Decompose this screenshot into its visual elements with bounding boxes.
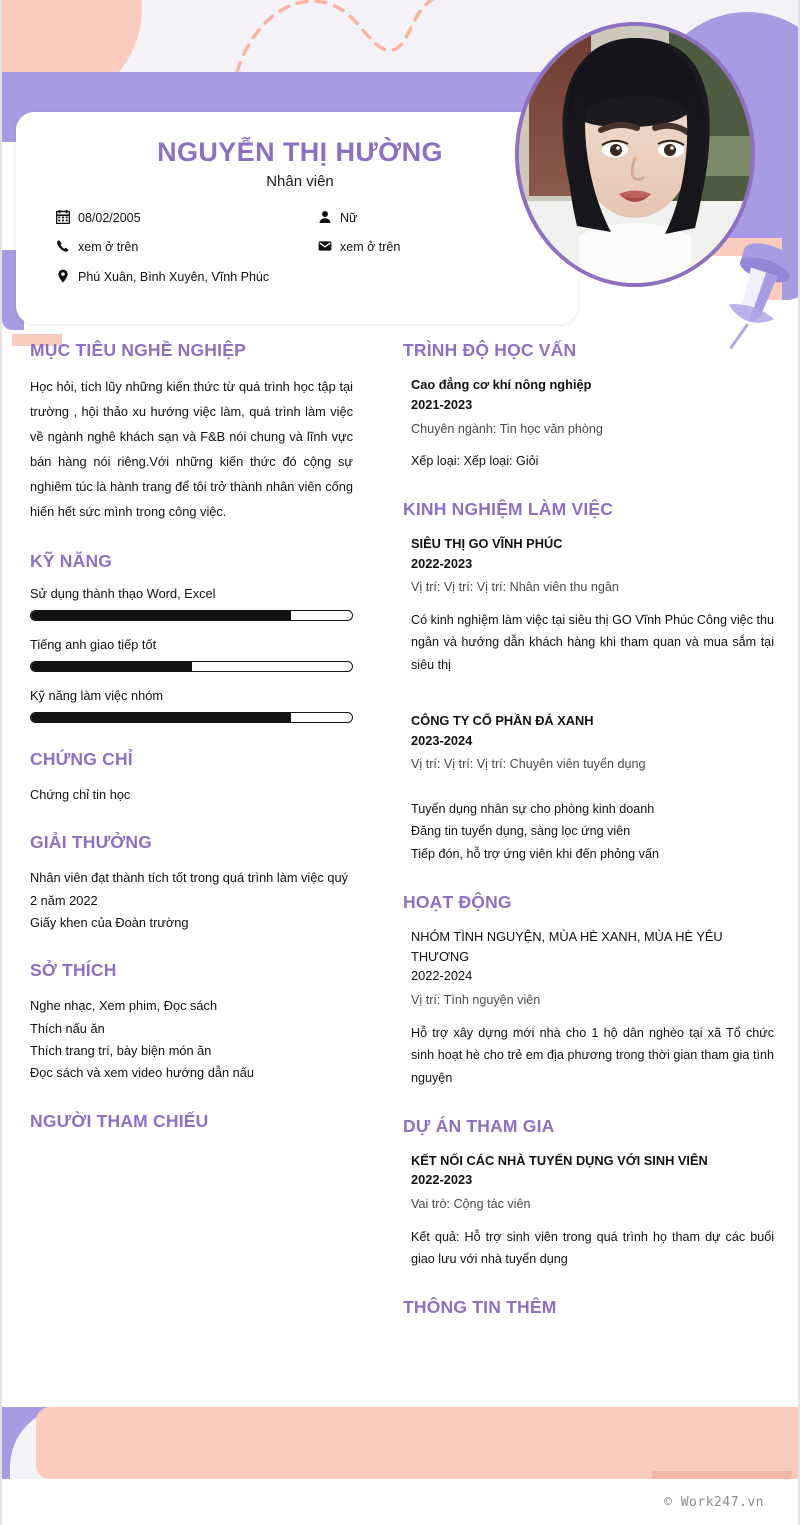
- contact-address: [56, 268, 300, 287]
- avatar: [515, 22, 755, 287]
- copyright-text: © Work247.vn: [664, 1494, 764, 1510]
- experience-description-line: Tiếp đón, hỗ trợ ứng viên khi đến phỏng vấn: [411, 847, 659, 862]
- pushpin-icon: [702, 238, 794, 354]
- project-entry: [403, 1151, 774, 1271]
- experience-date: 2022-2023: [411, 555, 473, 571]
- education-major: Chuyên ngành: Tin học văn phòng: [411, 421, 603, 436]
- contact-column-right: [300, 209, 544, 298]
- hobby-line: Nghe nhạc, Xem phim, Đọc sách: [30, 998, 218, 1014]
- skill-item: [30, 688, 353, 723]
- contact-gender: [318, 209, 544, 228]
- experience-entry: [403, 711, 774, 866]
- education-grade: Xếp loại: Xếp loại: Giỏi: [411, 454, 539, 469]
- phone-value: xem ở trên: [78, 240, 139, 255]
- skill-progress-bar: [30, 610, 353, 621]
- skill-item: [30, 586, 353, 621]
- education-heading: TRÌNH ĐỘ HỌC VẤN: [403, 340, 577, 360]
- skill-progress-fill: [31, 713, 291, 722]
- dashed-wave-decor: [232, 0, 492, 74]
- additional-heading: THÔNG TIN THÊM: [403, 1297, 557, 1318]
- certificates-heading: CHỨNG CHỈ: [30, 748, 133, 769]
- birthday-value: 08/02/2005: [78, 210, 141, 225]
- experience-heading: KINH NGHIỆM LÀM VIỆC: [403, 498, 614, 519]
- project-result: Kết quả: Hỗ trợ sinh viên trong quá trình họ tham dự các buổi giao lưu với nhà tuyển dụng: [411, 1229, 774, 1267]
- objective-heading: MỤC TIÊU NGHỀ NGHIỆP: [30, 340, 246, 360]
- phone-icon: [56, 238, 78, 253]
- gender-value: Nữ: [340, 210, 358, 225]
- activity-description: Hỗ trợ xây dựng mới nhà cho 1 hộ dân nghèo tại xã Tổ chức sinh hoạt hè cho trẻ em địa phương trong thời gian tham gia tình nguyện: [411, 1025, 774, 1085]
- contact-birthday: [56, 209, 300, 228]
- references-heading: NGƯỜI THAM CHIẾU: [30, 1110, 209, 1131]
- section-additional: [403, 1297, 774, 1318]
- envelope-icon: [318, 238, 340, 253]
- hobby-line: Thích nấu ăn: [30, 1020, 105, 1036]
- education-title: Cao đẳng cơ khí nông nghiệp: [411, 377, 592, 392]
- experience-description-line: Tuyển dụng nhân sự cho phòng kinh doanh: [411, 801, 655, 816]
- project-title: KẾT NỐI CÁC NHÀ TUYỂN DỤNG VỚI SINH VIÊN: [411, 1152, 708, 1168]
- experience-position: Vị trí: Vị trí: Vị trí: Nhân viên thu ngân: [411, 580, 619, 595]
- experience-company: CÔNG TY CỔ PHẦN ĐÁ XANH: [411, 712, 594, 728]
- section-references: [30, 1111, 353, 1132]
- contact-phone: [56, 238, 300, 257]
- skill-label: Tiếng anh giao tiếp tốt: [30, 636, 157, 652]
- footer: [2, 1479, 800, 1525]
- address-value: Phú Xuân, Bình Xuyên, Vĩnh Phúc: [78, 270, 270, 285]
- section-activities: [403, 892, 774, 1090]
- skills-heading: KỸ NĂNG: [30, 550, 113, 571]
- left-column: [30, 340, 375, 1344]
- skill-label: Sử dụng thành thạo Word, Excel: [30, 585, 216, 601]
- objective-text: Học hỏi, tích lũy những kiến thức từ quá trình học tập tại trường , hội thảo xu hướng việc làm, quá trình làm việc về ngành nghê khách sạn và F&B nói chung và lĩnh vực bán hàng nói riêng.Với những kiến thức đó cộng sự nghiêm túc là hành trang để tôi trở thành nhân viên cống hiến hết sức mình trong công việc.: [30, 379, 353, 519]
- hobby-line: Đọc sách và xem video hướng dẫn nấu: [30, 1065, 254, 1081]
- certificate-line: Chứng chỉ tin học: [30, 786, 131, 802]
- experience-company: SIÊU THỊ GO VĨNH PHÚC: [411, 535, 563, 551]
- page-title: NGUYỄN THỊ HƯỜNG: [157, 137, 443, 167]
- project-role: Vai trò: Cộng tác viên: [411, 1197, 531, 1212]
- email-value: xem ở trên: [340, 240, 401, 255]
- activity-role: Vị trí: Tình nguyện viên: [411, 993, 541, 1008]
- bottom-decoration: [2, 1407, 800, 1479]
- section-projects: [403, 1116, 774, 1271]
- cv-body: [2, 340, 800, 1344]
- awards-heading: GIẢI THƯỞNG: [30, 832, 153, 853]
- award-line: Nhân viên đạt thành tích tốt trong quá trình làm việc quý 2 năm 2022: [30, 870, 348, 908]
- experience-entry: [403, 534, 774, 677]
- skill-progress-fill: [31, 662, 192, 671]
- project-date: 2022-2023: [411, 1172, 473, 1188]
- calendar-icon: [56, 209, 78, 224]
- contact-email: [318, 238, 544, 257]
- job-title: Nhân viên: [266, 172, 334, 190]
- peach-bar-decor: [36, 1407, 800, 1479]
- education-date: 2021-2023: [411, 396, 473, 412]
- header-card: [16, 112, 578, 324]
- section-education: [403, 340, 774, 473]
- activities-heading: HOẠT ĐỘNG: [403, 891, 512, 912]
- location-pin-icon: [56, 268, 78, 283]
- education-entry: [403, 375, 774, 473]
- award-line: Giấy khen của Đoàn trường: [30, 914, 189, 930]
- section-experience: [403, 499, 774, 866]
- skill-item: [30, 637, 353, 672]
- right-column: [375, 340, 774, 1344]
- avatar-photo: [519, 26, 751, 283]
- experience-description-line: Đăng tin tuyển dụng, sàng lọc ứng viên: [411, 824, 631, 839]
- hobbies-heading: SỞ THÍCH: [30, 960, 117, 981]
- person-icon: [318, 209, 340, 224]
- activity-title: NHÓM TÌNH NGUYỆN, MÙA HÈ XANH, MÙA HÈ YÊU THƯƠNG: [411, 928, 723, 964]
- activity-date: 2022-2024: [411, 968, 473, 984]
- hobby-line: Thích trang trí, bày biện món ăn: [30, 1043, 212, 1059]
- section-hobbies: [30, 960, 353, 1085]
- skill-progress-bar: [30, 712, 353, 723]
- skill-progress-fill: [31, 611, 291, 620]
- experience-description: Có kinh nghiệm làm việc tại siêu thị GO Vĩnh Phúc Công việc thu ngân và hướng dẫn khách hàng khi tham quan và mua sắm tại siêu thị: [411, 612, 774, 673]
- projects-heading: DỰ ÁN THAM GIA: [403, 1115, 555, 1136]
- skill-progress-bar: [30, 661, 353, 672]
- contact-info: [56, 209, 544, 298]
- section-objective: [30, 340, 353, 525]
- contact-column-left: [56, 209, 300, 298]
- experience-date: 2023-2024: [411, 732, 473, 748]
- activity-entry: [403, 927, 774, 1090]
- section-certificates: [30, 749, 353, 806]
- section-skills: [30, 551, 353, 723]
- section-awards: [30, 832, 353, 934]
- experience-position: Vị trí: Vị trí: Vị trí: Chuyên viên tuyển dụng: [411, 757, 646, 772]
- skill-label: Kỹ năng làm việc nhóm: [30, 687, 164, 703]
